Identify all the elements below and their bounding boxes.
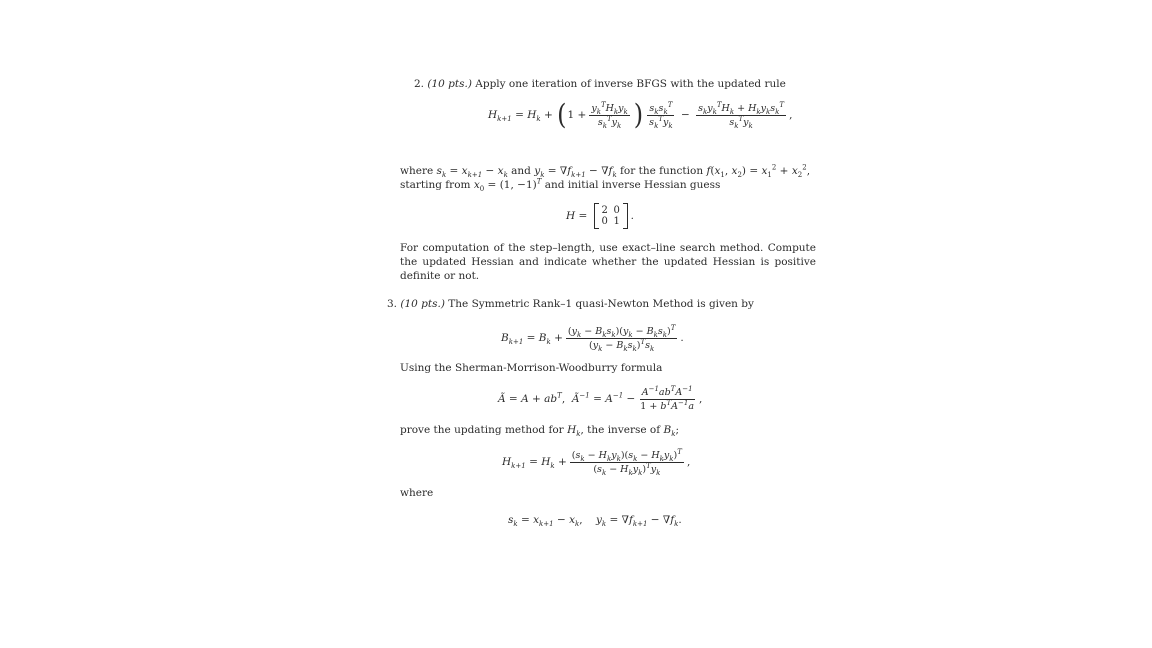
problem-2-instructions: For computation of the step–length, use exact–line search method. Compute the updated Hessian and indicate whether the updated Hessian is positive definite or not. [400,242,816,282]
where-label: where [400,487,434,499]
sr1-update-equation: $B_{k+1}$ = $B_k$ + $\frac{(y_k - B_ks_k)(y_k - B_ks_k)^T}{(y_k - B_ks_k)^Ts_k}$ . [501,323,684,353]
problem-2-intro: Apply one iteration of inverse BFGS with the updated rule [475,78,786,90]
initial-hessian-matrix: H = 2 0 0 1 . [566,205,634,227]
problem-3-heading [387,298,754,310]
problem-3-points: (10 pts.) [400,298,445,310]
problem-3-intro: The Symmetric Rank–1 quasi-Newton Method is given by [448,298,754,310]
problem-2-points: (10 pts.) [427,78,472,90]
sk-yk-definitions: $s_k$ = $x_{k+1}$ − $x_k$ , $y_k$ = ∇ $f_{k+1}$ − ∇ $f_k$ . [508,514,682,529]
inverse-sr1-equation: $H_{k+1}$ = $H_k$ + $\frac{(s_k - H_ky_k)(s_k - H_ky_k)^T}{(s_k - H_ky_k)^Ty_k}$ , [502,447,691,477]
bfgs-update-equation: $H_{k+1}$ = $H_k$ + ( 1 + $\frac{y_k^TH_ky_k}{s_k^Ty_k}$ ) $\frac{s_ks_k^T}{s_k^Ty_k}$ − $\frac{s_ky_k^TH_k + H_ky_ks_k^T}{s_k^Ty_k}$ , [488,98,793,132]
problem-3-number: 3. [387,298,398,310]
problem-2-heading [414,78,786,90]
sherman-morrison-equation: Ã = A + $ab^T$ , $Ã^{-1}$ = $A^{-1}$ − $\frac{A^{-1}ab^TA^{-1}}{1 + b^TA^{-1}a}$ , [498,384,703,412]
prove-text: prove the updating method for $H_k$, the inverse of $B_k$; [400,424,679,439]
problem-2-number: 2. [414,78,425,90]
where-definitions: where $s_k = x_{k+1} - x_k$ and $y_k = \nabla f_{k+1} - \nabla f_k$ for the function $f(x_1$, $x_2) = x_1^2 + x_2^2$, starting from $x_0 = (1$, −1)$^T$ and initial inverse Hessian guess [400,163,811,194]
using-formula-text: Using the Sherman-Morrison-Woodburry formula [400,362,663,374]
